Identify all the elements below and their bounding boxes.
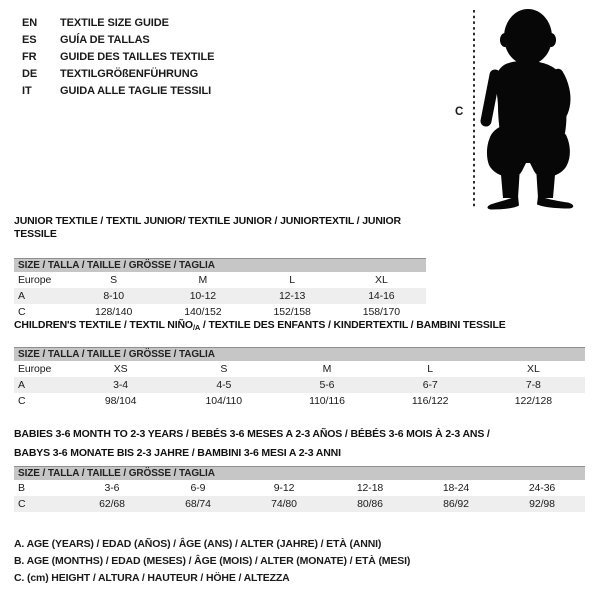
row-label: Europe — [18, 274, 52, 286]
row-label: A — [18, 290, 25, 302]
row-label: C — [18, 306, 26, 318]
language-row — [22, 32, 214, 49]
language-row — [22, 15, 214, 32]
legend-note-b: B. AGE (MONTHS) / EDAD (MESES) / ÂGE (MOIS) / ALTER (MONATE) / ETÀ (MESI) — [14, 555, 411, 567]
size-cell: 158/170 — [362, 306, 400, 318]
size-cell: 116/122 — [411, 395, 449, 407]
table-title-line2: BABYS 3-6 MONATE BIS 2-3 JAHRE / BAMBINI 3-6 MESI A 2-3 ANNI — [14, 447, 341, 459]
size-cell: 74/80 — [271, 498, 297, 510]
table-row — [14, 272, 426, 288]
language-code: ES — [22, 34, 37, 46]
table-row — [14, 304, 426, 320]
legend-notes — [14, 536, 410, 587]
size-cell: 6-9 — [190, 482, 206, 494]
size-cell: 8-10 — [103, 290, 124, 302]
size-cell: 152/158 — [273, 306, 311, 318]
table-row — [14, 361, 585, 377]
table-title — [14, 426, 585, 461]
size-header-bar: SIZE / TALLA / TAILLE / GRÖSSE / TAGLIA — [14, 258, 426, 272]
table-title-subscript: /A — [192, 323, 201, 332]
table-row — [14, 480, 585, 496]
size-cell: 7-8 — [525, 379, 541, 391]
size-cell: 68/74 — [185, 498, 211, 510]
row-label: C — [18, 395, 26, 407]
language-code: DE — [22, 68, 38, 80]
size-cell: XL — [527, 363, 540, 375]
size-cell: 12-13 — [278, 290, 306, 302]
size-cell: L — [289, 274, 295, 286]
size-cell: 24-36 — [528, 482, 556, 494]
size-cell: 128/140 — [94, 306, 133, 318]
size-cell: S — [220, 363, 228, 375]
table-title-text: BABIES 3-6 MONTH TO 2-3 YEARS / BEBÉS 3-6 MESES A 2-3 AÑOS / BÉBÉS 3-6 MOIS À 2-3 ANS / — [14, 428, 490, 440]
size-cell: M — [198, 274, 208, 286]
language-code: IT — [22, 85, 32, 97]
size-cell: 12-18 — [356, 482, 384, 494]
size-cell: 14-16 — [368, 290, 395, 302]
size-cell: 104/110 — [205, 395, 243, 407]
size-table — [14, 480, 585, 512]
table-row — [14, 377, 585, 393]
height-label-c: C — [455, 106, 464, 118]
guide-title: TEXTILE SIZE GUIDE — [60, 17, 169, 29]
size-cell: 110/116 — [309, 395, 345, 407]
guide-title: GUIDE DES TAILLES TEXTILE — [60, 51, 215, 63]
size-table — [14, 361, 585, 409]
size-table-section-junior — [14, 215, 426, 320]
baby-silhouette-figure — [464, 4, 594, 212]
row-label: B — [18, 482, 25, 494]
guide-title: GUIDA ALLE TAGLIE TESSILI — [60, 85, 212, 97]
size-cell: 92/98 — [529, 498, 555, 510]
row-label: C — [18, 498, 26, 510]
size-cell: 4-5 — [216, 379, 232, 391]
table-row — [14, 288, 426, 304]
table-row — [14, 496, 585, 512]
size-table — [14, 272, 426, 320]
language-code: FR — [22, 51, 37, 63]
row-label: Europe — [18, 363, 52, 375]
table-title-rest: / TEXTILE DES ENFANTS / KINDERTEXTIL / BAMBINI TESSILE — [200, 319, 506, 331]
size-cell: XL — [375, 274, 388, 286]
size-cell: 98/104 — [104, 395, 137, 407]
size-cell: 86/92 — [443, 498, 469, 510]
size-cell: 6-7 — [422, 379, 438, 391]
size-cell: 9-12 — [273, 482, 295, 494]
size-cell: L — [427, 363, 434, 375]
size-cell: 3-4 — [113, 379, 129, 391]
size-cell: 3-6 — [104, 482, 120, 494]
size-table-section-children — [14, 319, 585, 409]
legend-note-a: A. AGE (YEARS) / EDAD (AÑOS) / ÂGE (ANS) / ALTER (JAHRE) / ETÀ (ANNI) — [14, 538, 382, 550]
table-title — [14, 215, 426, 243]
size-header-bar: SIZE / TALLA / TAILLE / GRÖSSE / TAGLIA — [14, 466, 585, 480]
size-cell: 18-24 — [442, 482, 470, 494]
guide-title: TEXTILGRÖßENFÜHRUNG — [60, 68, 199, 80]
table-title-text: CHILDREN'S TEXTILE / TEXTIL NIÑO — [14, 319, 193, 331]
language-row — [22, 83, 214, 100]
language-row — [22, 49, 214, 66]
baby-silhouette — [486, 9, 573, 210]
size-cell: M — [322, 363, 332, 375]
size-cell: 10-12 — [189, 290, 217, 302]
size-cell: S — [110, 274, 118, 286]
language-list — [22, 15, 214, 100]
row-label: A — [18, 379, 25, 391]
table-title-text: JUNIOR TEXTILE / TEXTIL JUNIOR/ TEXTILE JUNIOR / JUNIORTEXTIL / JUNIOR TESSILE — [14, 215, 401, 240]
guide-title: GUÍA DE TALLAS — [60, 34, 150, 46]
size-cell: XS — [113, 363, 128, 375]
size-table-section-babies — [14, 426, 585, 512]
size-cell: 140/152 — [184, 306, 222, 318]
table-row — [14, 393, 585, 409]
language-code: EN — [22, 17, 38, 29]
size-cell: 5-6 — [319, 379, 335, 391]
language-row — [22, 66, 214, 83]
legend-note-c: C. (cm) HEIGHT / ALTURA / HAUTEUR / HÖHE / ALTEZZA — [14, 572, 290, 584]
size-header-bar: SIZE / TALLA / TAILLE / GRÖSSE / TAGLIA — [14, 347, 585, 361]
table-title — [14, 319, 585, 334]
size-cell: 122/128 — [514, 395, 552, 407]
size-cell: 80/86 — [357, 498, 383, 510]
size-cell: 62/68 — [99, 498, 125, 510]
